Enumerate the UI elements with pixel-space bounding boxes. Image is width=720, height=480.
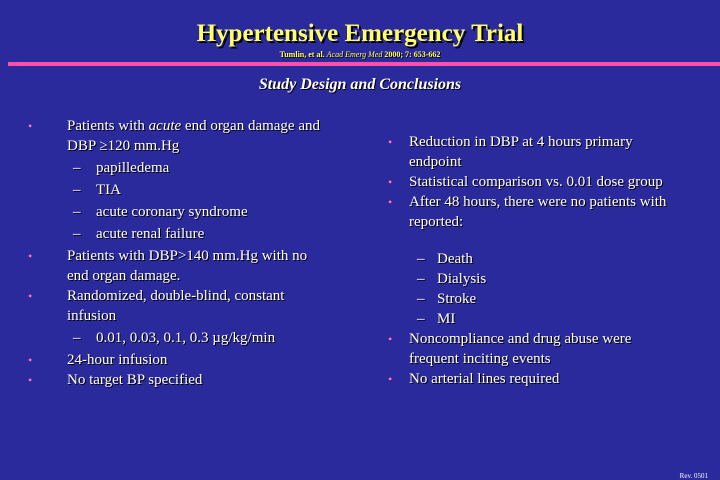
citation (0, 50, 720, 59)
revision-label: Rev. 0501 (679, 472, 708, 480)
sub-item: – acute renal failure (28, 224, 328, 244)
sub-item: – 0.01, 0.03, 0.1, 0.3 µg/kg/min (28, 328, 328, 348)
divider-rule (8, 62, 720, 66)
slide-subtitle: Study Design and Conclusions (258, 76, 462, 93)
list-item: • No arterial lines required (388, 369, 678, 389)
sub-item: – acute coronary syndrome (28, 202, 328, 222)
bullet-text: end organ damage and DBP ≥120 mm.Hg (67, 118, 320, 154)
list-item: • After 48 hours, there were no patients with reported: (388, 192, 678, 232)
right-bullet-list (388, 132, 678, 389)
citation-journal: Acad Emerg Med (326, 50, 383, 59)
citation-details: 2000; 7: 653-662 (384, 50, 441, 59)
sub-item: – TIA (28, 180, 328, 200)
list-item: • Reduction in DBP at 4 hours primary endpoint (388, 132, 678, 172)
slide-title: Hypertensive Emergency Trial (196, 20, 524, 47)
list-item: • 24-hour infusion (28, 350, 328, 370)
list-item (28, 116, 328, 156)
sub-item: – MI (388, 309, 678, 329)
bullet-text-emphasis: acute (148, 118, 182, 134)
list-item: • Noncompliance and drug abuse were frequent inciting events (388, 329, 678, 369)
sub-item: – Dialysis (388, 269, 678, 289)
sub-item: – papilledema (28, 158, 328, 178)
sub-item: – Death (388, 249, 678, 269)
left-bullet-list (28, 116, 328, 390)
list-item: • Statistical comparison vs. 0.01 dose group (388, 172, 678, 192)
list-item: • No target BP specified (28, 370, 328, 390)
sub-item: – Stroke (388, 289, 678, 309)
list-item: • Patients with DBP>140 mm.Hg with no end organ damage. (28, 246, 328, 286)
list-item: • Randomized, double-blind, constant infusion (28, 286, 328, 326)
spacer (388, 232, 678, 249)
citation-authors: Tumlin, et al. (279, 50, 325, 59)
bullet-text: Patients with (67, 118, 149, 134)
